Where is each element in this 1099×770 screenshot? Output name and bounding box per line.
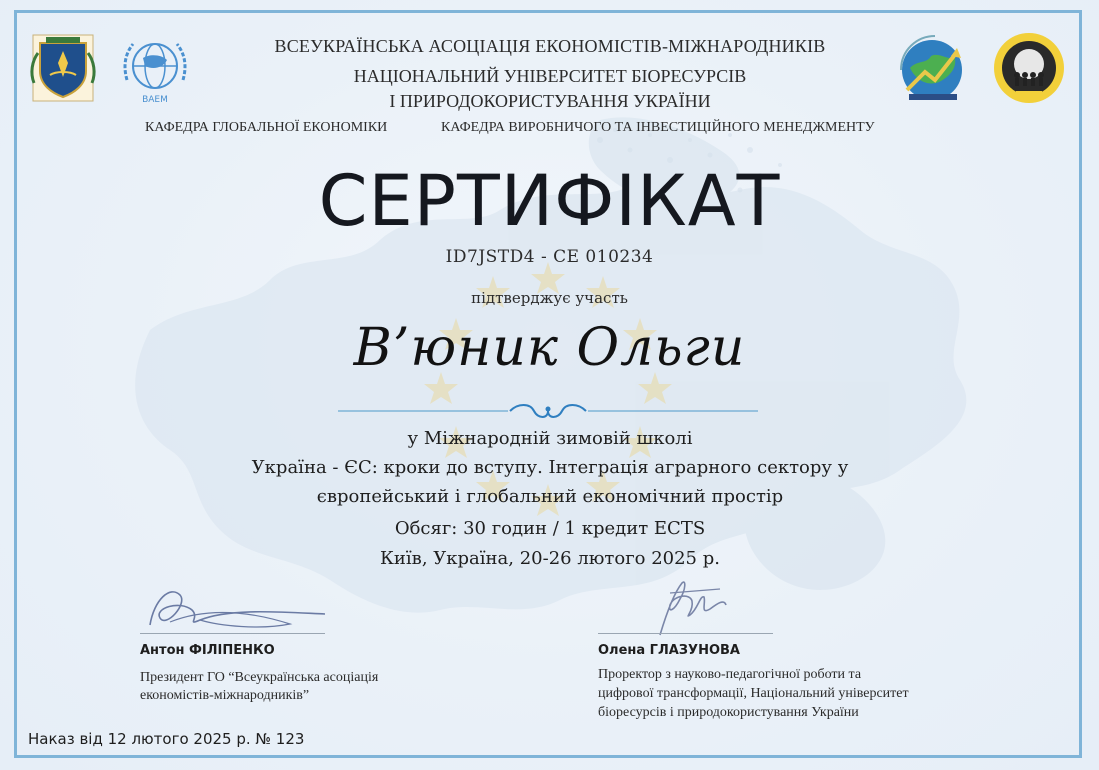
- certificate-id: ID7JSTD4 - CE 010234: [445, 247, 654, 267]
- signatory-right-role-line1: Проректор з науково-педагогічної роботи та: [598, 667, 862, 682]
- signatory-left-role-line2: економістів-міжнародників”: [140, 688, 310, 703]
- department-global-economy: КАФЕДРА ГЛОБАЛЬНОЇ ЕКОНОМІКИ: [145, 120, 388, 135]
- department-production-management: КАФЕДРА ВИРОБНИЧОГО ТА ІНВЕСТИЦІЙНОГО МЕНЕДЖМЕНТУ: [441, 120, 875, 135]
- signatory-right-role-line2: цифрової трансформації, Національний університет: [598, 686, 909, 701]
- order-reference: Наказ від 12 лютого 2025 р. № 123: [28, 730, 305, 748]
- signatory-left-role-line1: Президент ГО “Всеукраїнська асоціація: [140, 670, 379, 685]
- signatory-left-name: Антон ФІЛІПЕНКО: [140, 643, 275, 658]
- university-crest-icon: [28, 33, 98, 103]
- confirms-participation: підтверджує участь: [471, 289, 628, 307]
- signatory-right-role-line3: біоресурсів і природокористування України: [598, 705, 859, 720]
- signature-glazunova: [640, 575, 780, 645]
- certificate-title: СЕРТИФІКАТ: [318, 160, 781, 242]
- event-intro: у Міжнародній зимовій школі: [407, 428, 693, 449]
- baem-label: ВАЕМ: [142, 95, 168, 105]
- signatory-right-name: Олена ГЛАЗУНОВА: [598, 643, 740, 658]
- signature-filipenko: [140, 580, 340, 640]
- management-circle-logo-icon: [992, 31, 1066, 105]
- signature-line-right: [598, 633, 773, 634]
- recipient-name: В’юник Ольги: [353, 318, 746, 378]
- university-name-line1: НАЦІОНАЛЬНИЙ УНІВЕРСИТЕТ БІОРЕСУРСІВ: [353, 66, 747, 86]
- event-place-date: Київ, Україна, 20-26 лютого 2025 р.: [380, 548, 720, 569]
- university-name-line2: І ПРИРОДОКОРИСТУВАННЯ УКРАЇНИ: [389, 91, 711, 111]
- course-volume: Обсяг: 30 годин / 1 кредит ECTS: [394, 518, 706, 539]
- event-topic-line2: європейський і глобальний економічний простір: [316, 486, 784, 507]
- signature-line-left: [140, 633, 325, 634]
- event-topic-line1: Україна - ЄС: кроки до вступу. Інтеграція аграрного сектору у: [251, 457, 849, 478]
- association-name: ВСЕУКРАЇНСЬКА АСОЦІАЦІЯ ЕКОНОМІСТІВ-МІЖНАРОДНИКІВ: [274, 36, 826, 56]
- un-wreath-globe-icon: [117, 36, 193, 106]
- globe-chart-logo-icon: [895, 30, 970, 105]
- ornament-divider: [338, 401, 758, 421]
